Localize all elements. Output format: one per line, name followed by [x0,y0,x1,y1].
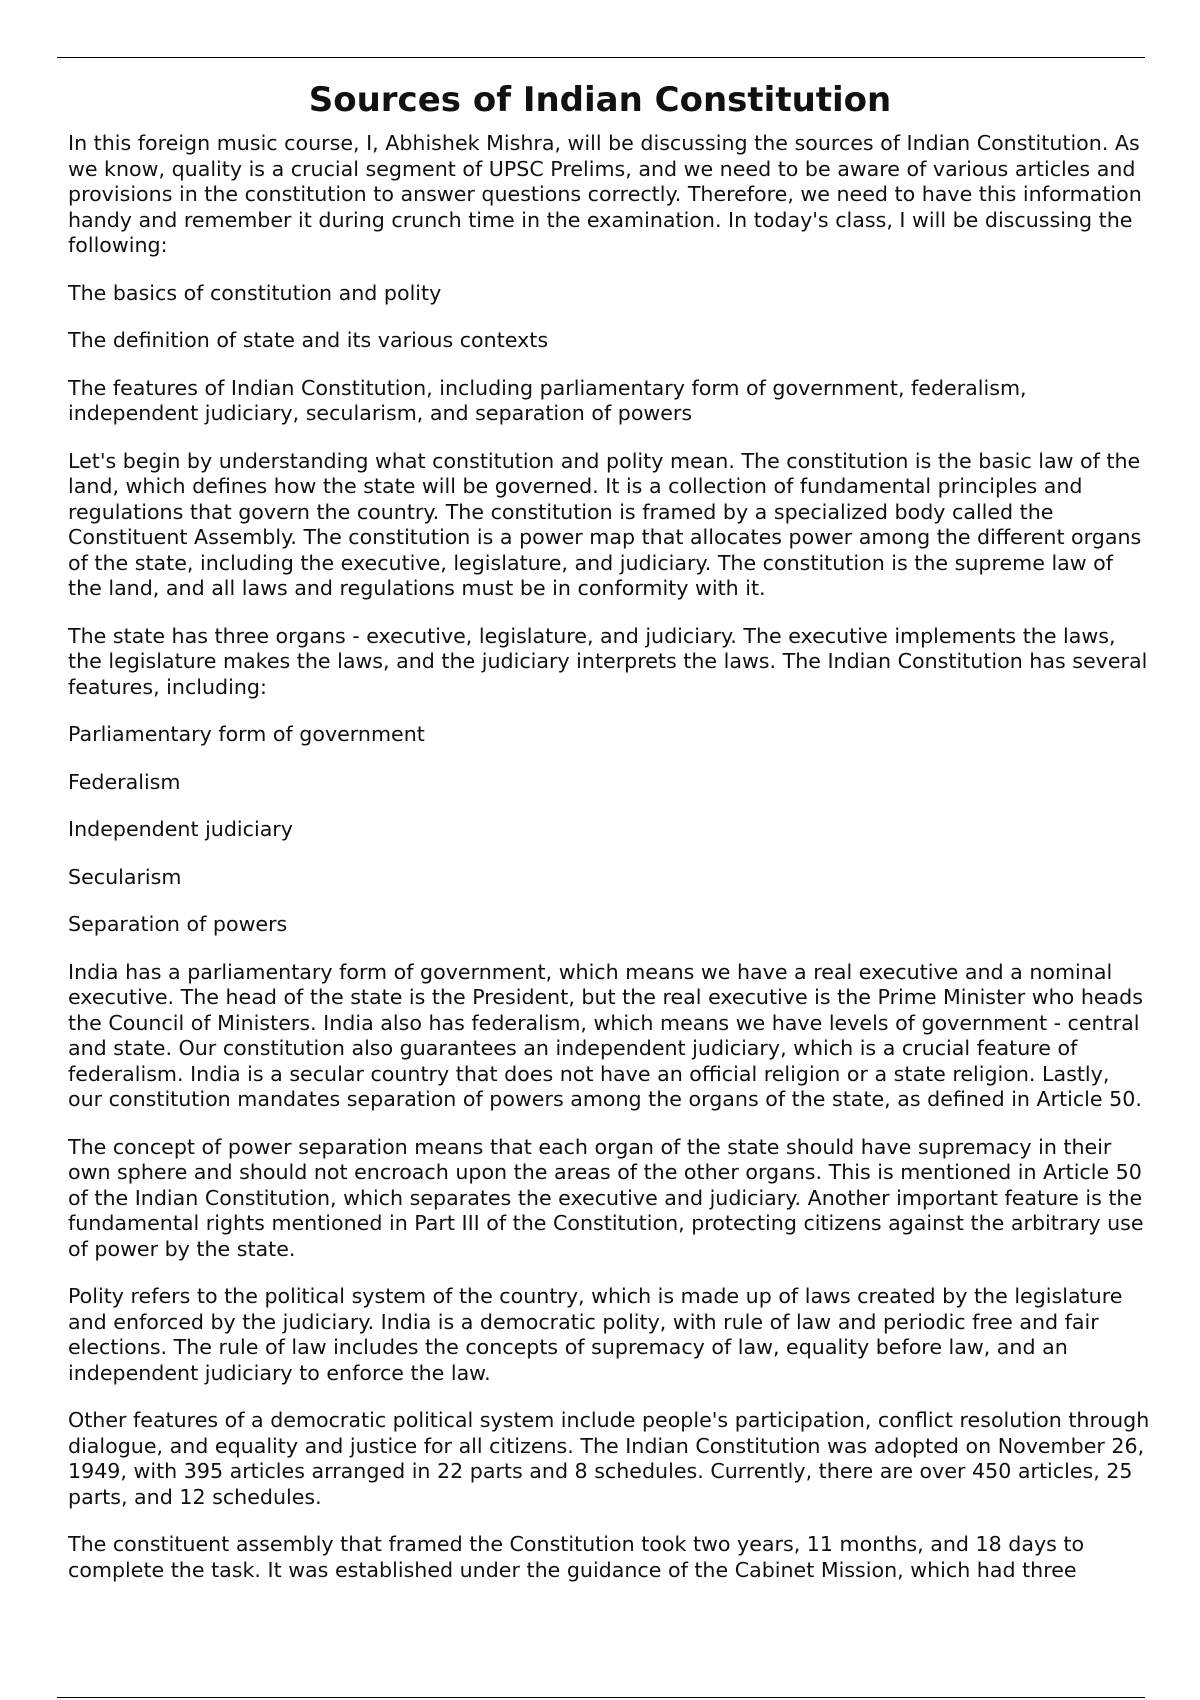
document-body [68,131,1150,1605]
paragraph-intro: In this foreign music course, I, Abhishek Mishra, will be discussing the sources of Indian Constitution. As we know, quality is a crucial segment of UPSC Prelims, and we need to be aware of various articles and provisions in the constitution to answer questions correctly. Therefore, we need to have this information handy and remember it during crunch time in the examination. In today's class, I will be discussing the following: [68,131,1142,257]
list-item-federalism: Federalism [68,769,181,794]
list-item-parliamentary: Parliamentary form of government [68,722,425,746]
page-title: Sources of Indian Constitution [308,79,892,120]
paragraph-democratic-features: Other features of a democratic political system include people's participation, conflict resolution through dialogue, and equality and justice for all citizens. The Indian Constitution was adopted on November 26, 1949, with 395 articles arranged in 22 parts and 8 schedules. Currently, there are over 450 articles, 25 parts, and 12 schedules. [68,1408,1150,1509]
paragraph-organs: The state has three organs - executive, legislature, and judiciary. The executive implements the laws, the legislature makes the laws, and the judiciary interprets the laws. The Indian Constitution has several features, including: [68,623,1148,699]
paragraph-constitution-polity: Let's begin by understanding what constitution and polity mean. The constitution is the basic law of the land, which defines how the state will be governed. It is a collection of fundamental principles and regulations that govern the country. The constitution is framed by a specialized body called the Constituent Assembly. The constitution is a power map that allocates power among the different organs of the state, including the executive, legislature, and judiciary. The constitution is the supreme law of the land, and all laws and regulations must be in conformity with it. [68,448,1142,600]
list-item-state-definition: The definition of state and its various contexts [68,328,549,352]
list-item-separation: Separation of powers [68,912,288,936]
paragraph-polity: Polity refers to the political system of the country, which is made up of laws created by the legislature and enforced by the judiciary. India is a democratic polity, with rule of law and periodic free and fair elections. The rule of law includes the concepts of supremacy of law, equality before law, and an independent judiciary to enforce the law. [68,1284,1123,1385]
list-item-secularism: Secularism [68,864,182,889]
list-item-basics: The basics of constitution and polity [68,280,442,305]
paragraph-parliamentary-government: India has a parliamentary form of government, which means we have a real executive and a nominal executive. The head of the state is the President, but the real executive is the Prime Minister who heads the Council of Ministers. India also has federalism, which means we have levels of government - central and state. Our constitution also guarantees an independent judiciary, which is a crucial feature of federalism. India is a secular country that does not have an official religion or a state religion. Lastly, our constitution mandates separation of powers among the organs of the state, as defined in Article 50. [68,959,1143,1111]
list-item-features: The features of Indian Constitution, including parliamentary form of government, federalism, independent judiciary, secularism, and separation of powers [68,375,1027,425]
list-item-judiciary: Independent judiciary [68,817,293,841]
top-rule [57,57,1145,58]
paragraph-power-separation: The concept of power separation means that each organ of the state should have supremacy in their own sphere and should not encroach upon the areas of the other organs. This is mentioned in Article 50 of the Indian Constitution, which separates the executive and judiciary. Another important feature is the fundamental rights mentioned in Part III of the Constitution, protecting citizens against the arbitrary use of power by the state. [68,1134,1144,1261]
paragraph-constituent-assembly: The constituent assembly that framed the Constitution took two years, 11 months, and 18 days to complete the task. It was established under the guidance of the Cabinet Mission, which had three [68,1532,1085,1582]
bottom-rule [57,1697,1145,1698]
